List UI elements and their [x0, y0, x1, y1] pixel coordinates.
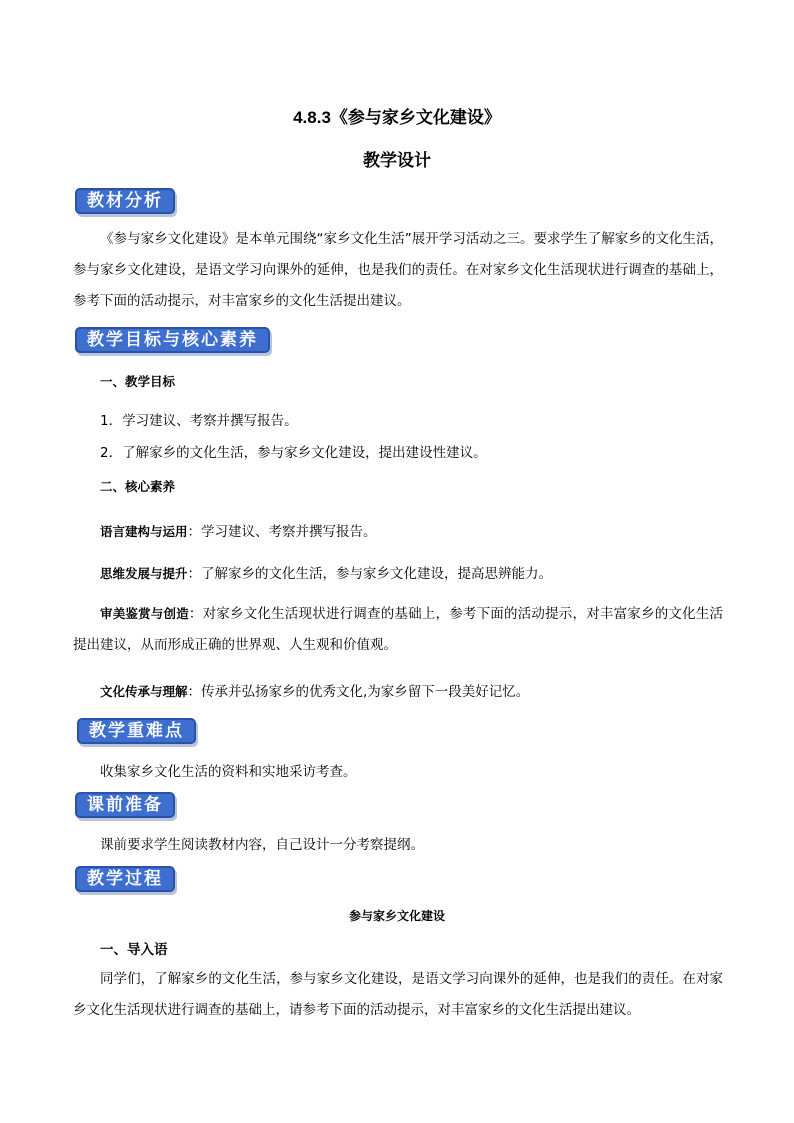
- intro-paragraph: 同学们，了解家乡的文化生活，参与家乡文化建设，是语文学习向课外的延伸，也是我们的责任。在对家乡文化生活现状进行调查的基础上，请参考下面的活动提示，对丰富家乡的文化生活提出建议。: [73, 971, 723, 1018]
- literacy-label: 语言建构与运用: [100, 524, 188, 539]
- goals-section-title: 一、教学目标: [100, 374, 176, 389]
- literacy-item-thinking: [100, 562, 552, 582]
- preparation-text: 课前要求学生阅读教材内容，自己设计一分考察提纲。: [100, 837, 424, 853]
- literacy-item-aesthetic: [73, 598, 723, 661]
- process-center-title: 参与家乡文化建设: [348, 909, 445, 923]
- literacy-item-culture: [100, 680, 529, 700]
- literacy-label: 思维发展与提升: [100, 566, 188, 581]
- difficulty-text: 收集家乡文化生活的资料和实地采访考查。: [100, 764, 357, 780]
- literacy-text: ：传承并弘扬家乡的优秀文化,为家乡留下一段美好记忆。: [187, 684, 530, 700]
- literacy-text: ：对家乡文化生活现状进行调查的基础上，参考下面的活动提示，对丰富家乡的文化生活提出建议，从而形成正确的世界观、人生观和价值观。: [73, 606, 723, 653]
- goal-item-2: 2．了解家乡的文化生活，参与家乡文化建设，提出建设性建议。: [100, 445, 487, 461]
- process-section-title: 一、导入语: [100, 942, 168, 958]
- literacy-text: ：了解家乡的文化生活，参与家乡文化建设，提高思辨能力。: [187, 566, 553, 582]
- document-subtitle: 教学设计: [363, 151, 431, 171]
- section-badge-analysis: 教材分析: [75, 188, 175, 214]
- section-badge-process: 教学过程: [75, 866, 175, 892]
- goal-item-1: 1．学习建议、考察并撰写报告。: [100, 413, 298, 429]
- section-badge-difficulty: 教学重难点: [77, 718, 196, 744]
- section-badge-preparation: 课前准备: [75, 792, 175, 818]
- literacy-label: 审美鉴赏与创造: [100, 606, 189, 621]
- literacy-label: 文化传承与理解: [100, 684, 188, 699]
- literacy-item-language: [100, 520, 377, 540]
- analysis-paragraph: 《参与家乡文化建设》是本单元围绕“家乡文化生活”展开学习活动之三。要求学生了解家乡的文化生活，参与家乡文化建设，是语文学习向课外的延伸，也是我们的责任。在对家乡文化生活现状进行调查的基础上，参考下面的活动提示，对丰富家乡的文化生活提出建议。: [73, 231, 723, 309]
- literacy-section-title: 二、核心素养: [100, 479, 176, 494]
- literacy-text: ：学习建议、考察并撰写报告。: [187, 524, 377, 540]
- section-badge-goals: 教学目标与核心素养: [75, 327, 270, 353]
- document-title: 4.8.3《参与家乡文化建设》: [293, 108, 501, 127]
